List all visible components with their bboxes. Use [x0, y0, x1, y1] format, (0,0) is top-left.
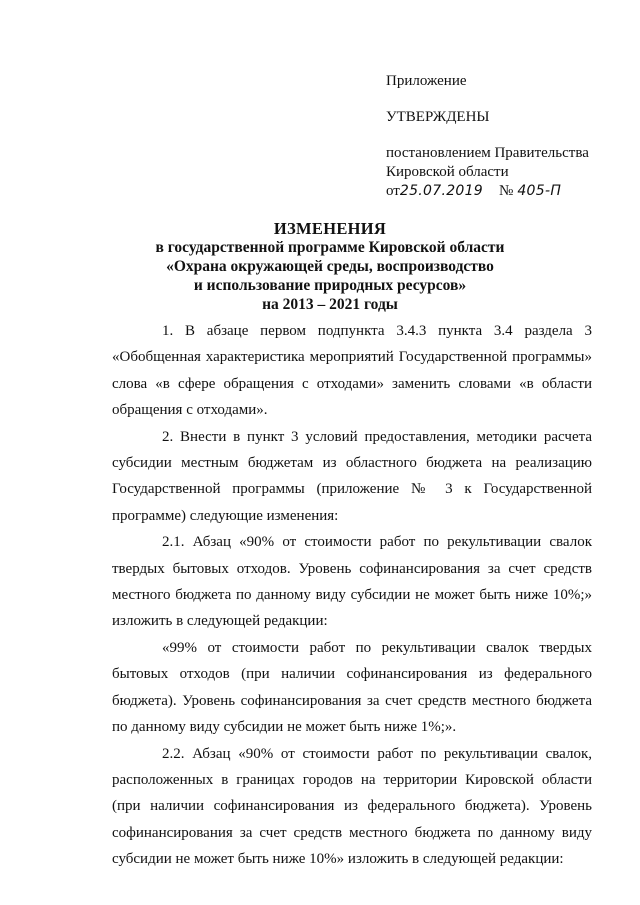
title-line-3: и использование природных ресурсов»	[193, 277, 467, 294]
appendix-label: Приложение	[386, 73, 467, 89]
decree-line-1: постановлением Правительства	[386, 145, 589, 161]
decree-line-2: Кировской области	[386, 164, 509, 180]
title-heading: ИЗМЕНЕНИЯ	[273, 219, 387, 238]
document-body	[112, 318, 592, 873]
approved-label: УТВЕРЖДЕНЫ	[386, 109, 490, 125]
paragraph-quote: «99% от стоимости работ по рекультивации свалок твердых бытовых отходов (при наличии софинансирования из федерального бюджета). Уровень софинансирования за счет средств местного бюджета по данному виду субсидии не может быть ниже 1%;».	[112, 639, 592, 736]
handwritten-number: 405-П	[517, 183, 562, 199]
date-number-row	[386, 182, 626, 201]
title-line-1: в государственной программе Кировской области	[155, 239, 505, 256]
paragraph-1: 1. В абзаце первом подпункта 3.4.3 пункта 3.4 раздела 3 «Обобщенная характеристика мероприятий Государственной программы» слова «в сфере обращения с отходами» заменить словами «в области обращения с отходами».	[112, 323, 592, 419]
paragraph-2: 2. Внести в пункт 3 условий предоставления, методики расчета субсидии местным бюджетам из областного бюджета на реализацию Государственной программы (приложение № 3 к Государственной программе) следующие изменения:	[112, 428, 592, 524]
from-label: от	[386, 183, 400, 199]
document-title	[110, 219, 550, 314]
title-line-4: на 2013 – 2021 годы	[262, 296, 398, 313]
number-label: №	[499, 183, 514, 199]
paragraph-2-2: 2.2. Абзац «90% от стоимости работ по рекультивации свалок, расположенных в границах городов на территории Кировской области (при наличии софинансирования из федерального бюджета). Уровень софинансирования за счет средств местного бюджета по данному виду субсидии не может быть ниже 10%» изложить в следующей редакции:	[112, 745, 592, 868]
title-line-2: «Охрана окружающей среды, воспроизводство	[166, 258, 494, 275]
paragraph-2-1: 2.1. Абзац «90% от стоимости работ по рекультивации свалок твердых бытовых отходов. Уровень софинансирования за счет средств местного бюджета по данному виду субсидии не может быть ниже 10%;» изложить в следующей редакции:	[112, 534, 592, 630]
handwritten-date: 25.07.2019	[399, 183, 484, 199]
approval-block	[386, 72, 626, 201]
